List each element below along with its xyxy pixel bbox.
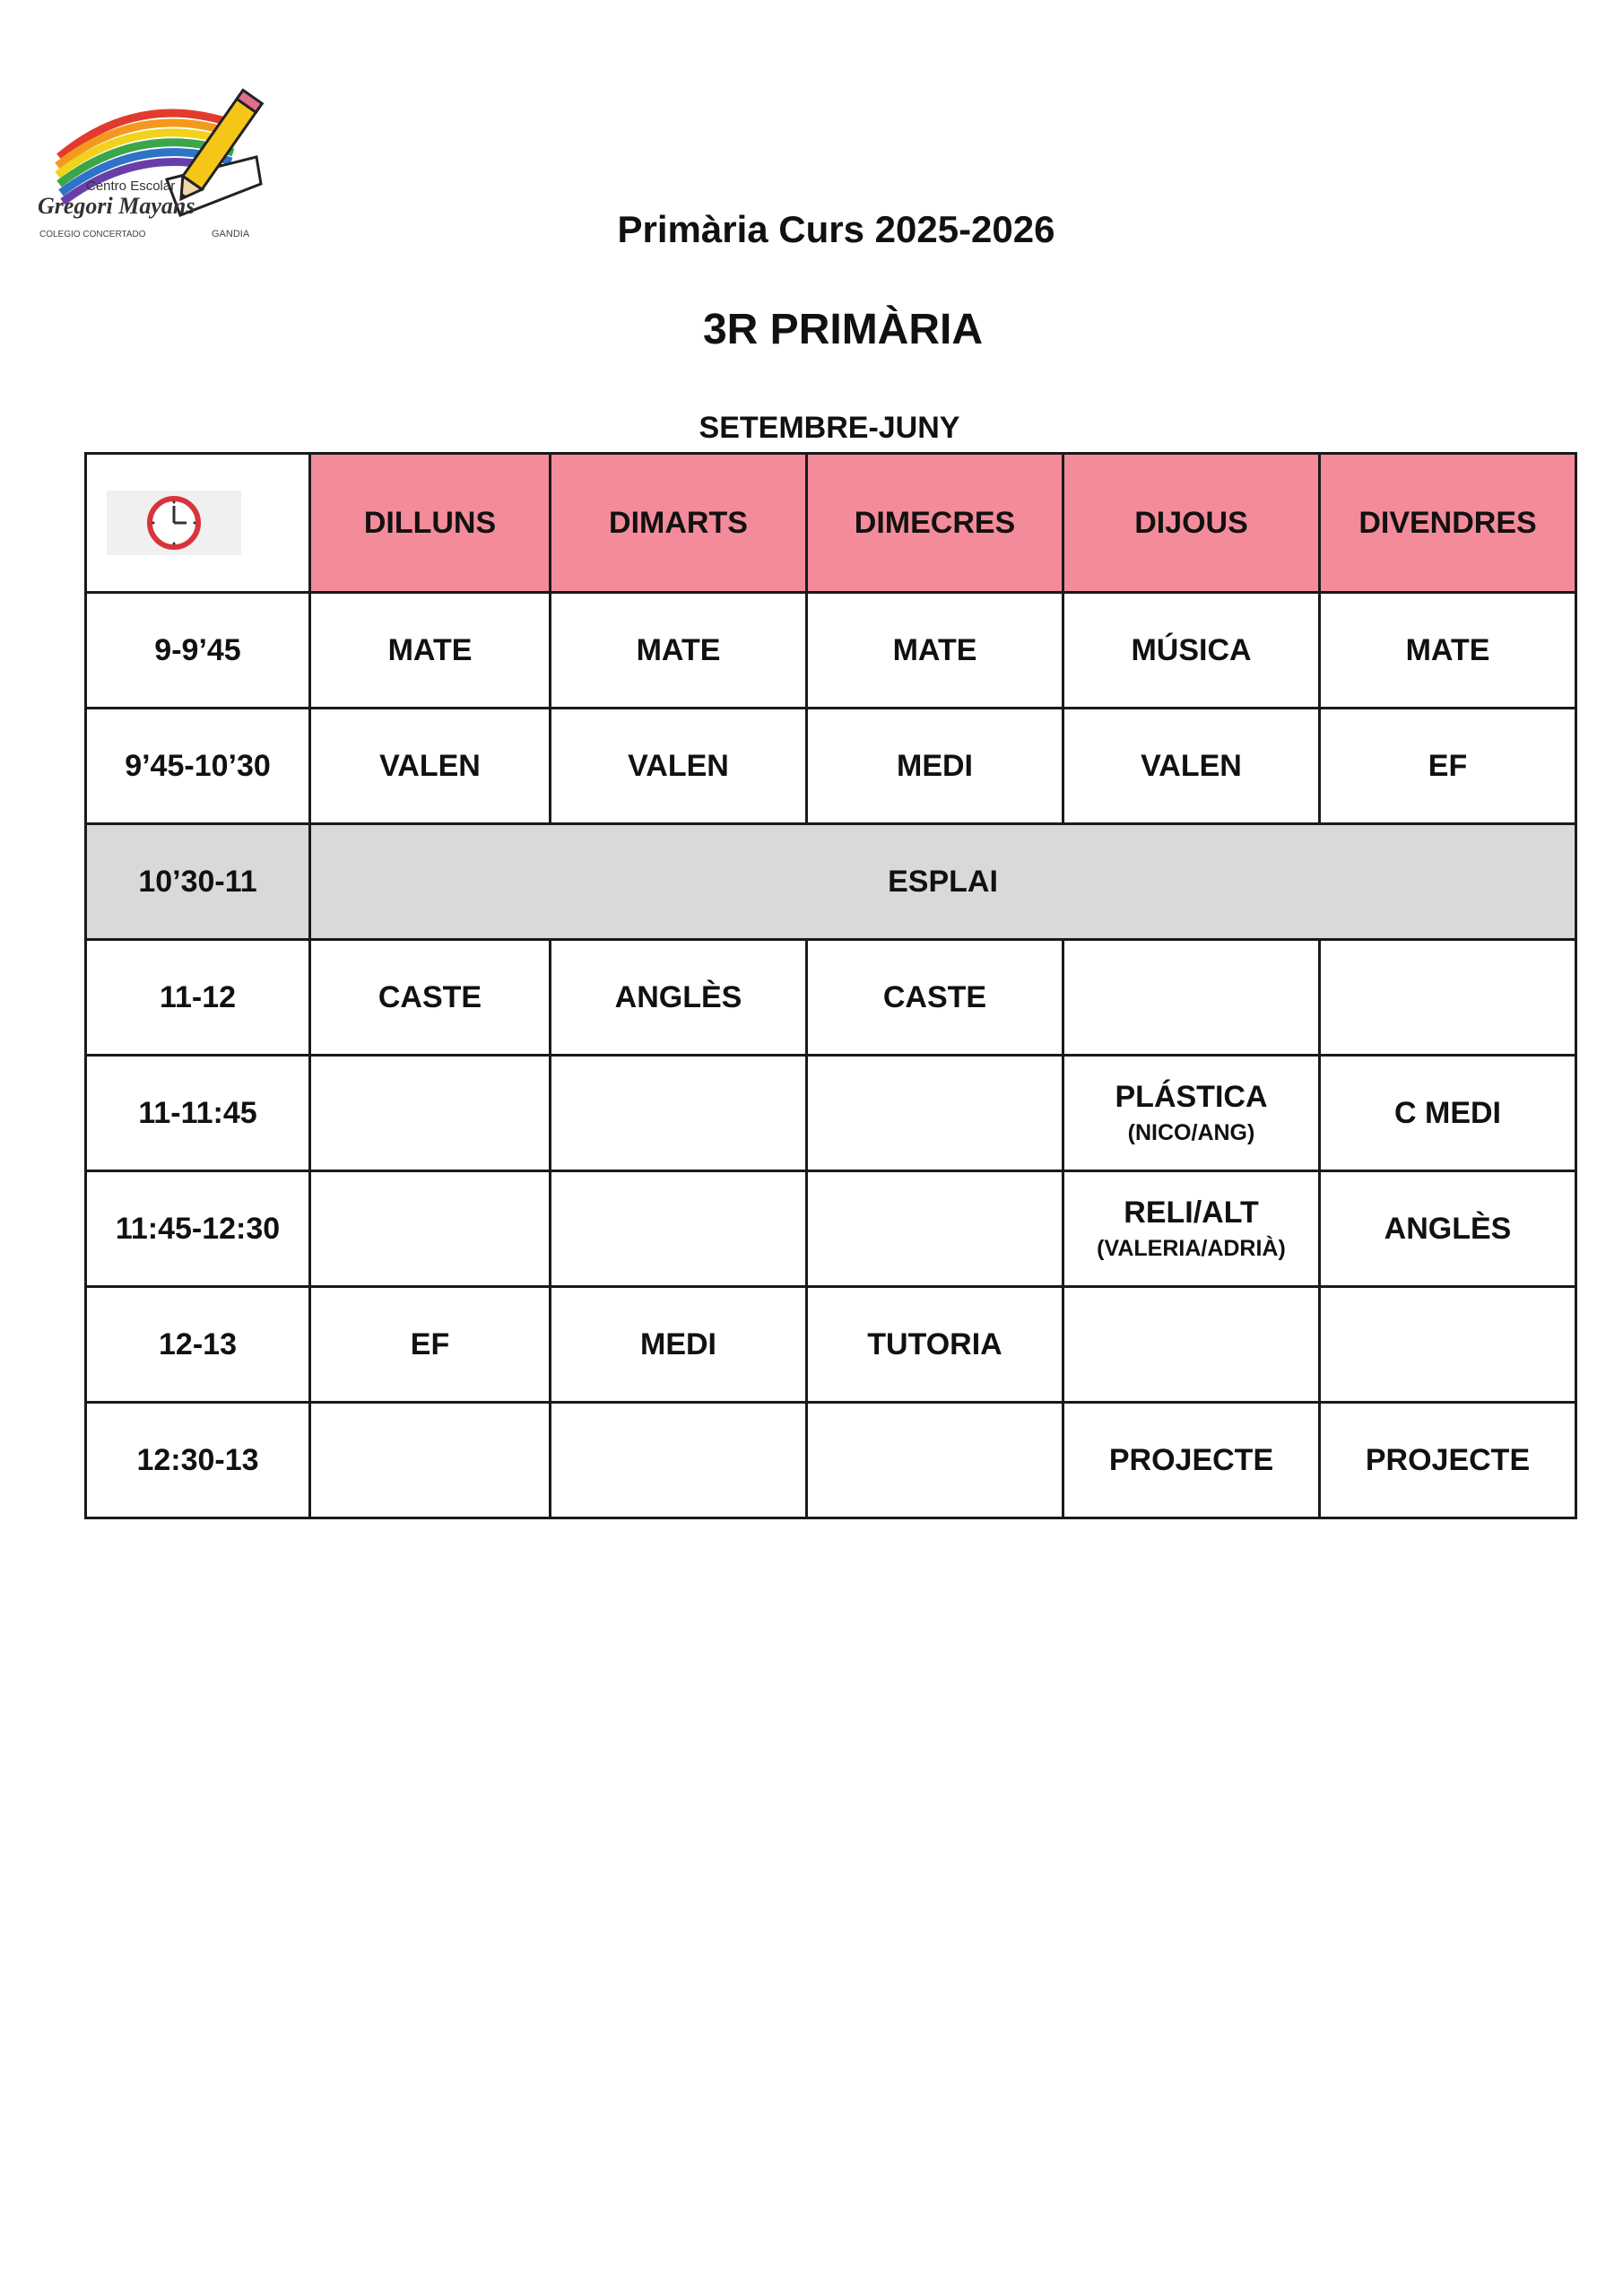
time-cell: 11:45-12:30 [86, 1171, 310, 1287]
subject-cell: C MEDI [1320, 1056, 1576, 1171]
subject-cell: MEDI [807, 709, 1063, 824]
subject-cell: MATE [807, 593, 1063, 709]
subject-cell [551, 1171, 807, 1287]
time-cell: 9-9’45 [86, 593, 310, 709]
day-header-dimarts: DIMARTS [551, 454, 807, 593]
subject-cell [1063, 1171, 1320, 1287]
subject-cell: MEDI [551, 1287, 807, 1403]
subject-cell: VALEN [551, 709, 807, 824]
subject-cell [1063, 1287, 1320, 1403]
subject-name: RELI/ALT [1124, 1196, 1259, 1230]
table-row [86, 1287, 1576, 1403]
time-cell: 11-11:45 [86, 1056, 310, 1171]
subject-cell [1063, 1056, 1320, 1171]
subject-cell: MATE [551, 593, 807, 709]
subject-cell: CASTE [807, 940, 1063, 1056]
break-row [86, 824, 1576, 940]
header-row [86, 454, 1576, 593]
schedule-table [84, 452, 1577, 1519]
subject-cell: CASTE [310, 940, 551, 1056]
subject-cell: ANGLÈS [551, 940, 807, 1056]
subject-cell: VALEN [1063, 709, 1320, 824]
svg-text:Centro Escolar: Centro Escolar [86, 178, 176, 194]
subject-cell [1320, 940, 1576, 1056]
time-cell: 12:30-13 [86, 1403, 310, 1518]
time-cell: 9’45-10’30 [86, 709, 310, 824]
subject-cell [310, 1056, 551, 1171]
time-cell: 12-13 [86, 1287, 310, 1403]
svg-text:Gregori Mayans: Gregori Mayans [38, 193, 195, 219]
svg-text:GANDIA: GANDIA [212, 229, 250, 239]
svg-text:COLEGIO CONCERTADO: COLEGIO CONCERTADO [39, 230, 146, 239]
course-title: Primària Curs 2025-2026 [617, 208, 1055, 250]
subject-cell [807, 1403, 1063, 1518]
table-row [86, 593, 1576, 709]
clock-icon-box [107, 491, 241, 555]
table-row [86, 1056, 1576, 1171]
subject-cell [1320, 1287, 1576, 1403]
subject-cell [310, 1403, 551, 1518]
time-cell: 10’30-11 [86, 824, 310, 940]
table-row [86, 1403, 1576, 1518]
subject-cell: ANGLÈS [1320, 1171, 1576, 1287]
day-header-dilluns: DILLUNS [310, 454, 551, 593]
table-row [86, 709, 1576, 824]
subject-cell: PROJECTE [1063, 1403, 1320, 1518]
subject-group-note: (VALERIA/ADRIÀ) [1097, 1236, 1286, 1261]
subject-group-note: (NICO/ANG) [1127, 1120, 1255, 1145]
table-row [86, 940, 1576, 1056]
subject-cell: MATE [310, 593, 551, 709]
table-row [86, 1171, 1576, 1287]
subject-cell: PROJECTE [1320, 1403, 1576, 1518]
subject-cell [807, 1171, 1063, 1287]
clock-header-cell [86, 454, 310, 593]
subject-cell: MÚSICA [1063, 593, 1320, 709]
subject-cell: EF [310, 1287, 551, 1403]
period-label: SETEMBRE-JUNY [699, 411, 960, 445]
clock-icon [133, 493, 215, 552]
time-cell: 11-12 [86, 940, 310, 1056]
day-header-dijous: DIJOUS [1063, 454, 1320, 593]
day-header-divendres: DIVENDRES [1320, 454, 1576, 593]
subject-cell: TUTORIA [807, 1287, 1063, 1403]
subject-cell [1063, 940, 1320, 1056]
subject-cell: EF [1320, 709, 1576, 824]
subject-name: PLÁSTICA [1115, 1080, 1268, 1114]
subject-cell: MATE [1320, 593, 1576, 709]
subject-cell: VALEN [310, 709, 551, 824]
subject-cell [807, 1056, 1063, 1171]
subject-cell [551, 1403, 807, 1518]
grade-title: 3R PRIMÀRIA [702, 306, 984, 353]
day-header-dimecres: DIMECRES [807, 454, 1063, 593]
break-cell: ESPLAI [310, 824, 1576, 940]
subject-cell [310, 1171, 551, 1287]
subject-cell [551, 1056, 807, 1171]
